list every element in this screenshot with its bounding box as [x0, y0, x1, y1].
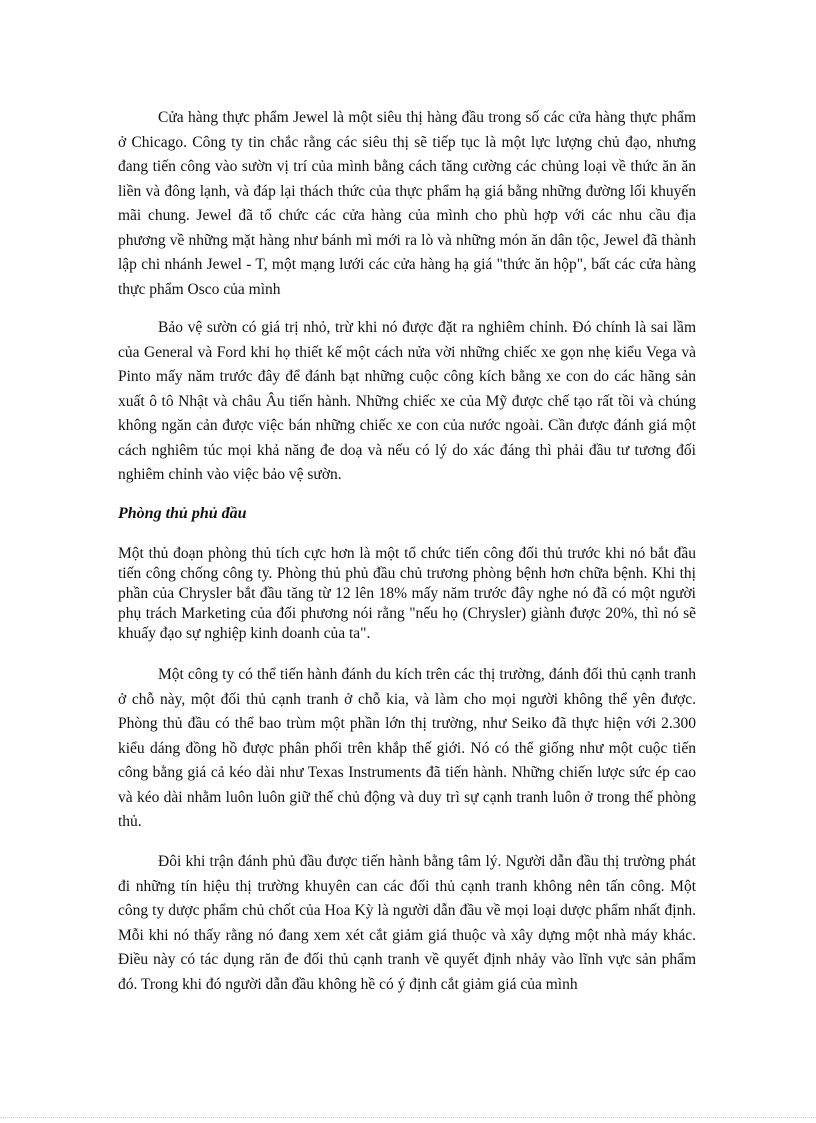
paragraph-preemptive-intro: Một thủ đoạn phòng thủ tích cực hơn là một tổ chức tiến công đối thủ trước khi nó bắt đầu tiến công chống công ty. Phòng thủ phủ đầu chủ trương phòng bệnh hơn chữa bệnh. Khi thị phần của Chrysler bắt đầu tăng từ 12 lên 18% mấy năm trước đây nghe nó đã có một người phụ trách Marketing của đối phương nói rằng "nếu họ (Chrysler) giành được 20%, thì nó sẽ khuấy đạo sự nghiệp kinh doanh của ta". — [118, 545, 696, 642]
section-heading: Phòng thủ phủ đầu — [118, 505, 247, 522]
paragraph-jewel: Cửa hàng thực phẩm Jewel là một siêu thị hàng đầu trong số các cửa hàng thực phẩm ở Chicago. Công ty tin chắc rằng các siêu thị sẽ tiếp tục là một lực lượng chủ đạo, nhưng đang tiến công vào sườn vị trí của mình bằng cách tăng cường các chủng loại về thức ăn ăn liền và đông lạnh, và đáp lại thách thức của thực phẩm hạ giá bằng những đường lối khuyến mãi chung. Jewel đã tổ chức các cửa hàng của mình cho phù hợp với các nhu cầu địa phương về những mặt hàng như bánh mì mới ra lò và những món ăn dân tộc, Jewel đã thành lập chi nhánh Jewel - T, một mạng lưới các cửa hàng hạ giá "thức ăn hộp", bất các cửa hàng thực phẩm Osco của mình — [118, 109, 696, 298]
paragraph-guerrilla: Một công ty có thể tiến hành đánh du kích trên các thị trường, đánh đối thủ cạnh tranh ở chỗ này, một đối thủ cạnh tranh ở chỗ kia, và làm cho mọi người không thể yên được. Phòng thủ đầu có thể bao trùm một phần lớn thị trường, như Seiko đã thực hiện với 2.300 kiểu dáng đồng hồ được phân phối trên khắp thế giới. Nó có thể giống như một cuộc tiến công bằng giá cả kéo dài như Texas Instruments đã tiến hành. Những chiến lược sức ép cao và kéo dài nhằm luôn luôn giữ thế chủ động và duy trì sự cạnh tranh luôn ở trong thế phòng thủ. — [118, 666, 696, 830]
page-bottom-border — [0, 1117, 816, 1118]
paragraph-flank-defense: Bảo vệ sườn có giá trị nhỏ, trừ khi nó được đặt ra nghiêm chỉnh. Đó chính là sai lầm của General và Ford khi họ thiết kế một cách nửa vời những chiếc xe gọn nhẹ kiểu Vega và Pinto mấy năm trước đây để đánh bạt những cuộc công kích bằng xe con do các hãng sản xuất ô tô Nhật và châu Âu tiến hành. Những chiếc xe của Mỹ được chế tạo rất tồi và chúng không ngăn cản được việc bán những chiếc xe con của nước ngoài. Cần được đánh giá một cách nghiêm túc mọi khả năng đe doạ và nếu có lý do xác đáng thì phải đầu tư tương đối nghiêm chỉnh vào việc bảo vệ sườn. — [118, 319, 696, 483]
paragraph-psychological: Đôi khi trận đánh phủ đầu được tiến hành bằng tâm lý. Người dẫn đầu thị trường phát đi những tín hiệu thị trường khuyên can các đối thủ cạnh tranh không nên tấn công. Một công ty dược phẩm chủ chốt của Hoa Kỳ là người dẫn đầu về mọi loại dược phẩm nhất định. Mỗi khi nó thấy rằng nó đang xem xét cắt giảm giá thuộc và xây dựng một nhà máy khác. Điều này có tác dụng răn đe đối thủ cạnh tranh về quyết định nhảy vào lĩnh vực sản phẩm đó. Trong khi đó người dẫn đầu không hề có ý định cắt giảm giá của mình — [118, 853, 696, 993]
